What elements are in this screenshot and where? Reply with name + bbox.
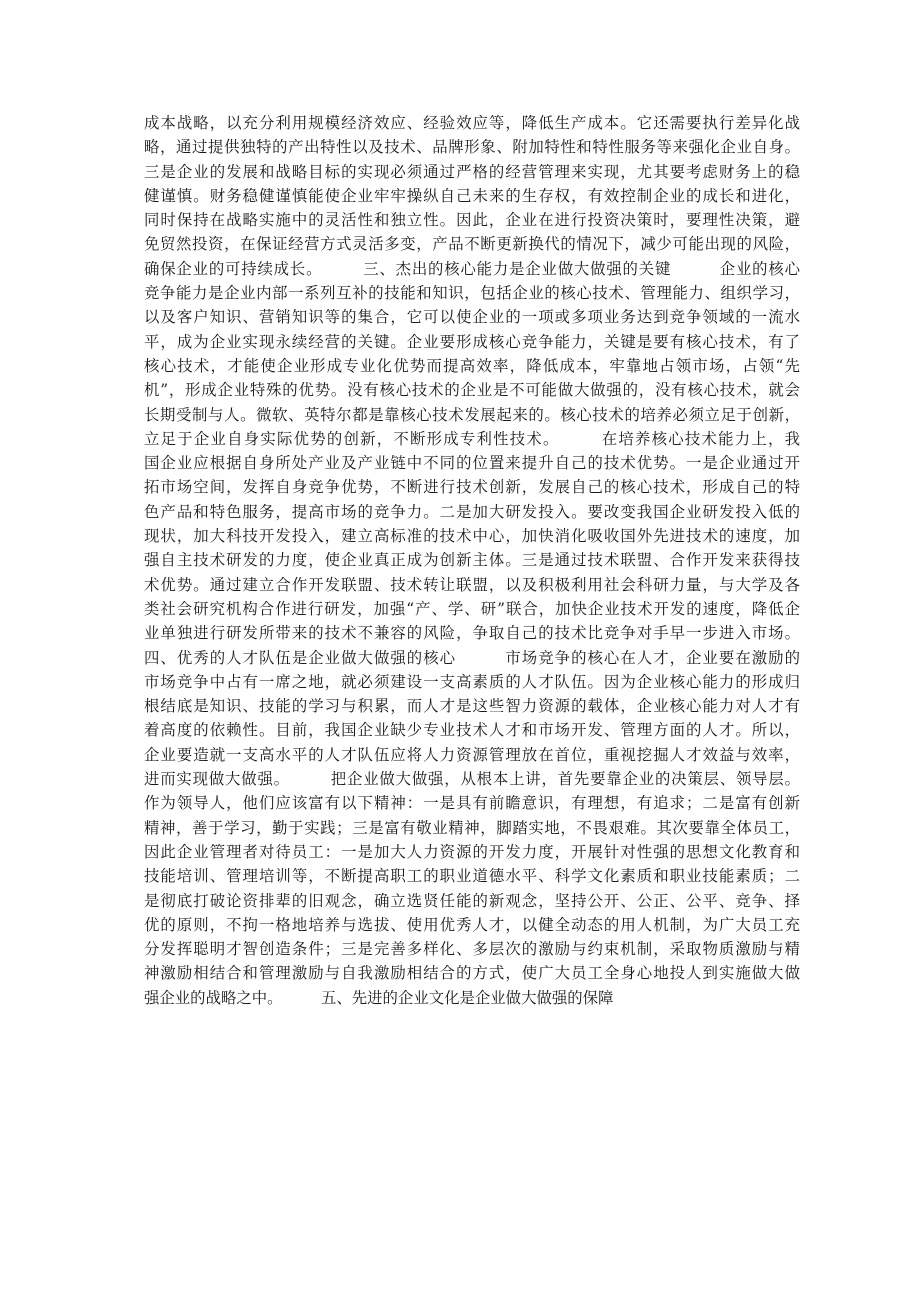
text-line: 是彻底打破论资排辈的旧观念，确立选贤任能的新观念，坚持公开、公正、公平、竞争、择 [144,891,800,910]
text-line: 长期受制与人。微软、英特尔都是靠核心技术发展起来的。核心技术的培养必须立足于创新， [144,405,800,424]
text-line: 企业要造就一支高水平的人才队伍应将人力资源管理放在首位，重视挖掘人才效益与效率， [144,745,800,764]
text-line: 竞争能力是企业内部一系列互补的技能和知识，包括企业的核心技术、管理能力、组织学习， [144,284,800,303]
text-line: 着高度的依赖性。目前，我国企业缺少专业技术人才和市场开发、管理方面的人才。所以， [144,721,800,740]
text-line: 分发挥聪明才智创造条件；三是完善多样化、多层次的激励与约束机制，采取物质激励与精 [144,940,800,959]
text-line: 类社会研究机构合作进行研发，加强“产、学、研”联合，加快企业技术开发的速度，降低企 [144,599,800,618]
text-line: 市场竞争中占有一席之地，就必须建设一支高素质的人才队伍。因为企业核心能力的形成归 [144,672,800,691]
text-line: 机”，形成企业特殊的优势。没有核心技术的企业是不可能做大做强的，没有核心技术，就会 [144,381,800,400]
text-line: 强企业的战略之中。 五、先进的企业文化是企业做大做强的保障 [144,988,614,1007]
text-line: 神激励相结合和管理激励与自我激励相结合的方式，使广大员工全身心地投人到实施做大做 [144,964,800,983]
text-line: 同时保持在战略实施中的灵活性和独立性。因此，企业在进行投资决策时，要理性决策，避 [144,211,800,230]
text-line: 核心技术，才能使企业形成专业化优势而提高效率，降低成本，牢靠地占领市场，占领“先 [144,356,800,375]
text-line: 拓市场空间，发挥自身竞争优势，不断进行技术创新，发展自己的核心技术，形成自己的特 [144,478,800,497]
text-line: 四、优秀的人才队伍是企业做大做强的核心 市场竞争的核心在人才，企业要在激励的 [144,648,800,667]
text-line: 强自主技术研发的力度，使企业真正成为创新主体。三是通过技术联盟、合作开发来获得技 [144,551,800,570]
text-line: 业单独进行研发所带来的技术不兼容的风险，争取自己的技术比竞争对手早一步进入市场。 [144,624,800,643]
text-line: 术优势。通过建立合作开发联盟、技术转让联盟，以及积极利用社会科研力量，与大学及各 [144,575,800,594]
text-line: 国企业应根据自身所处产业及产业链中不同的位置来提升自己的技术优势。一是企业通过开 [144,454,800,473]
document-body [144,111,800,1010]
text-line: 略，通过提供独特的产出特性以及技术、品牌形象、附加特性和特性服务等来强化企业自身。 [144,138,800,157]
text-line: 现状，加大科技开发投入，建立高标准的技术中心，加快消化吸收国外先进技术的速度，加 [144,527,800,546]
text-line: 色产品和特色服务，提高市场的竞争力。二是加大研发投入。要改变我国企业研发投入低的 [144,502,800,521]
text-line: 进而实现做大做强。 把企业做大做强，从根本上讲，首先要靠企业的决策层、领导层。 [144,770,800,789]
text-line: 健谨慎。财务稳健谨慎能使企业牢牢操纵自己未来的生存权，有效控制企业的成长和进化， [144,186,800,205]
text-line: 根结底是知识、技能的学习与积累，而人才是这些智力资源的载体，企业核心能力对人才有 [144,697,800,716]
text-line: 立足于企业自身实际优势的创新，不断形成专利性技术。 在培养核心技术能力上，我 [144,429,800,448]
text-line: 精神，善于学习，勤于实践；三是富有敬业精神，脚踏实地，不畏艰难。其次要靠全体员工， [144,818,800,837]
text-line: 三是企业的发展和战略目标的实现必须通过严格的经营管理来实现，尤其要考虑财务上的稳 [144,162,800,181]
text-line: 技能培训、管理培训等，不断提高职工的职业道德水平、科学文化素质和职业技能素质；二 [144,867,800,886]
text-line: 确保企业的可持续成长。 三、杰出的核心能力是企业做大做强的关键 企业的核心 [144,259,800,278]
text-line: 平，成为企业实现永续经营的关键。企业要形成核心竞争能力，关键是要有核心技术，有了 [144,332,800,351]
text-line: 因此企业管理者对待员工：一是加大人力资源的开发力度，开展针对性强的思想文化教育和 [144,842,800,861]
text-line: 优的原则，不拘一格地培养与选拔、使用优秀人才，以健全动态的用人机制，为广大员工充 [144,915,800,934]
text-line: 作为领导人，他们应该富有以下精神：一是具有前瞻意识，有理想，有追求；二是富有创新 [144,794,800,813]
text-line: 免贸然投资，在保证经营方式灵活多变，产品不断更新换代的情况下，减少可能出现的风险， [144,235,800,254]
text-line: 以及客户知识、营销知识等的集合，它可以使企业的一项或多项业务达到竞争领域的一流水 [144,308,800,327]
text-line: 成本战略，以充分利用规模经济效应、经验效应等，降低生产成本。它还需要执行差异化战 [144,114,800,132]
